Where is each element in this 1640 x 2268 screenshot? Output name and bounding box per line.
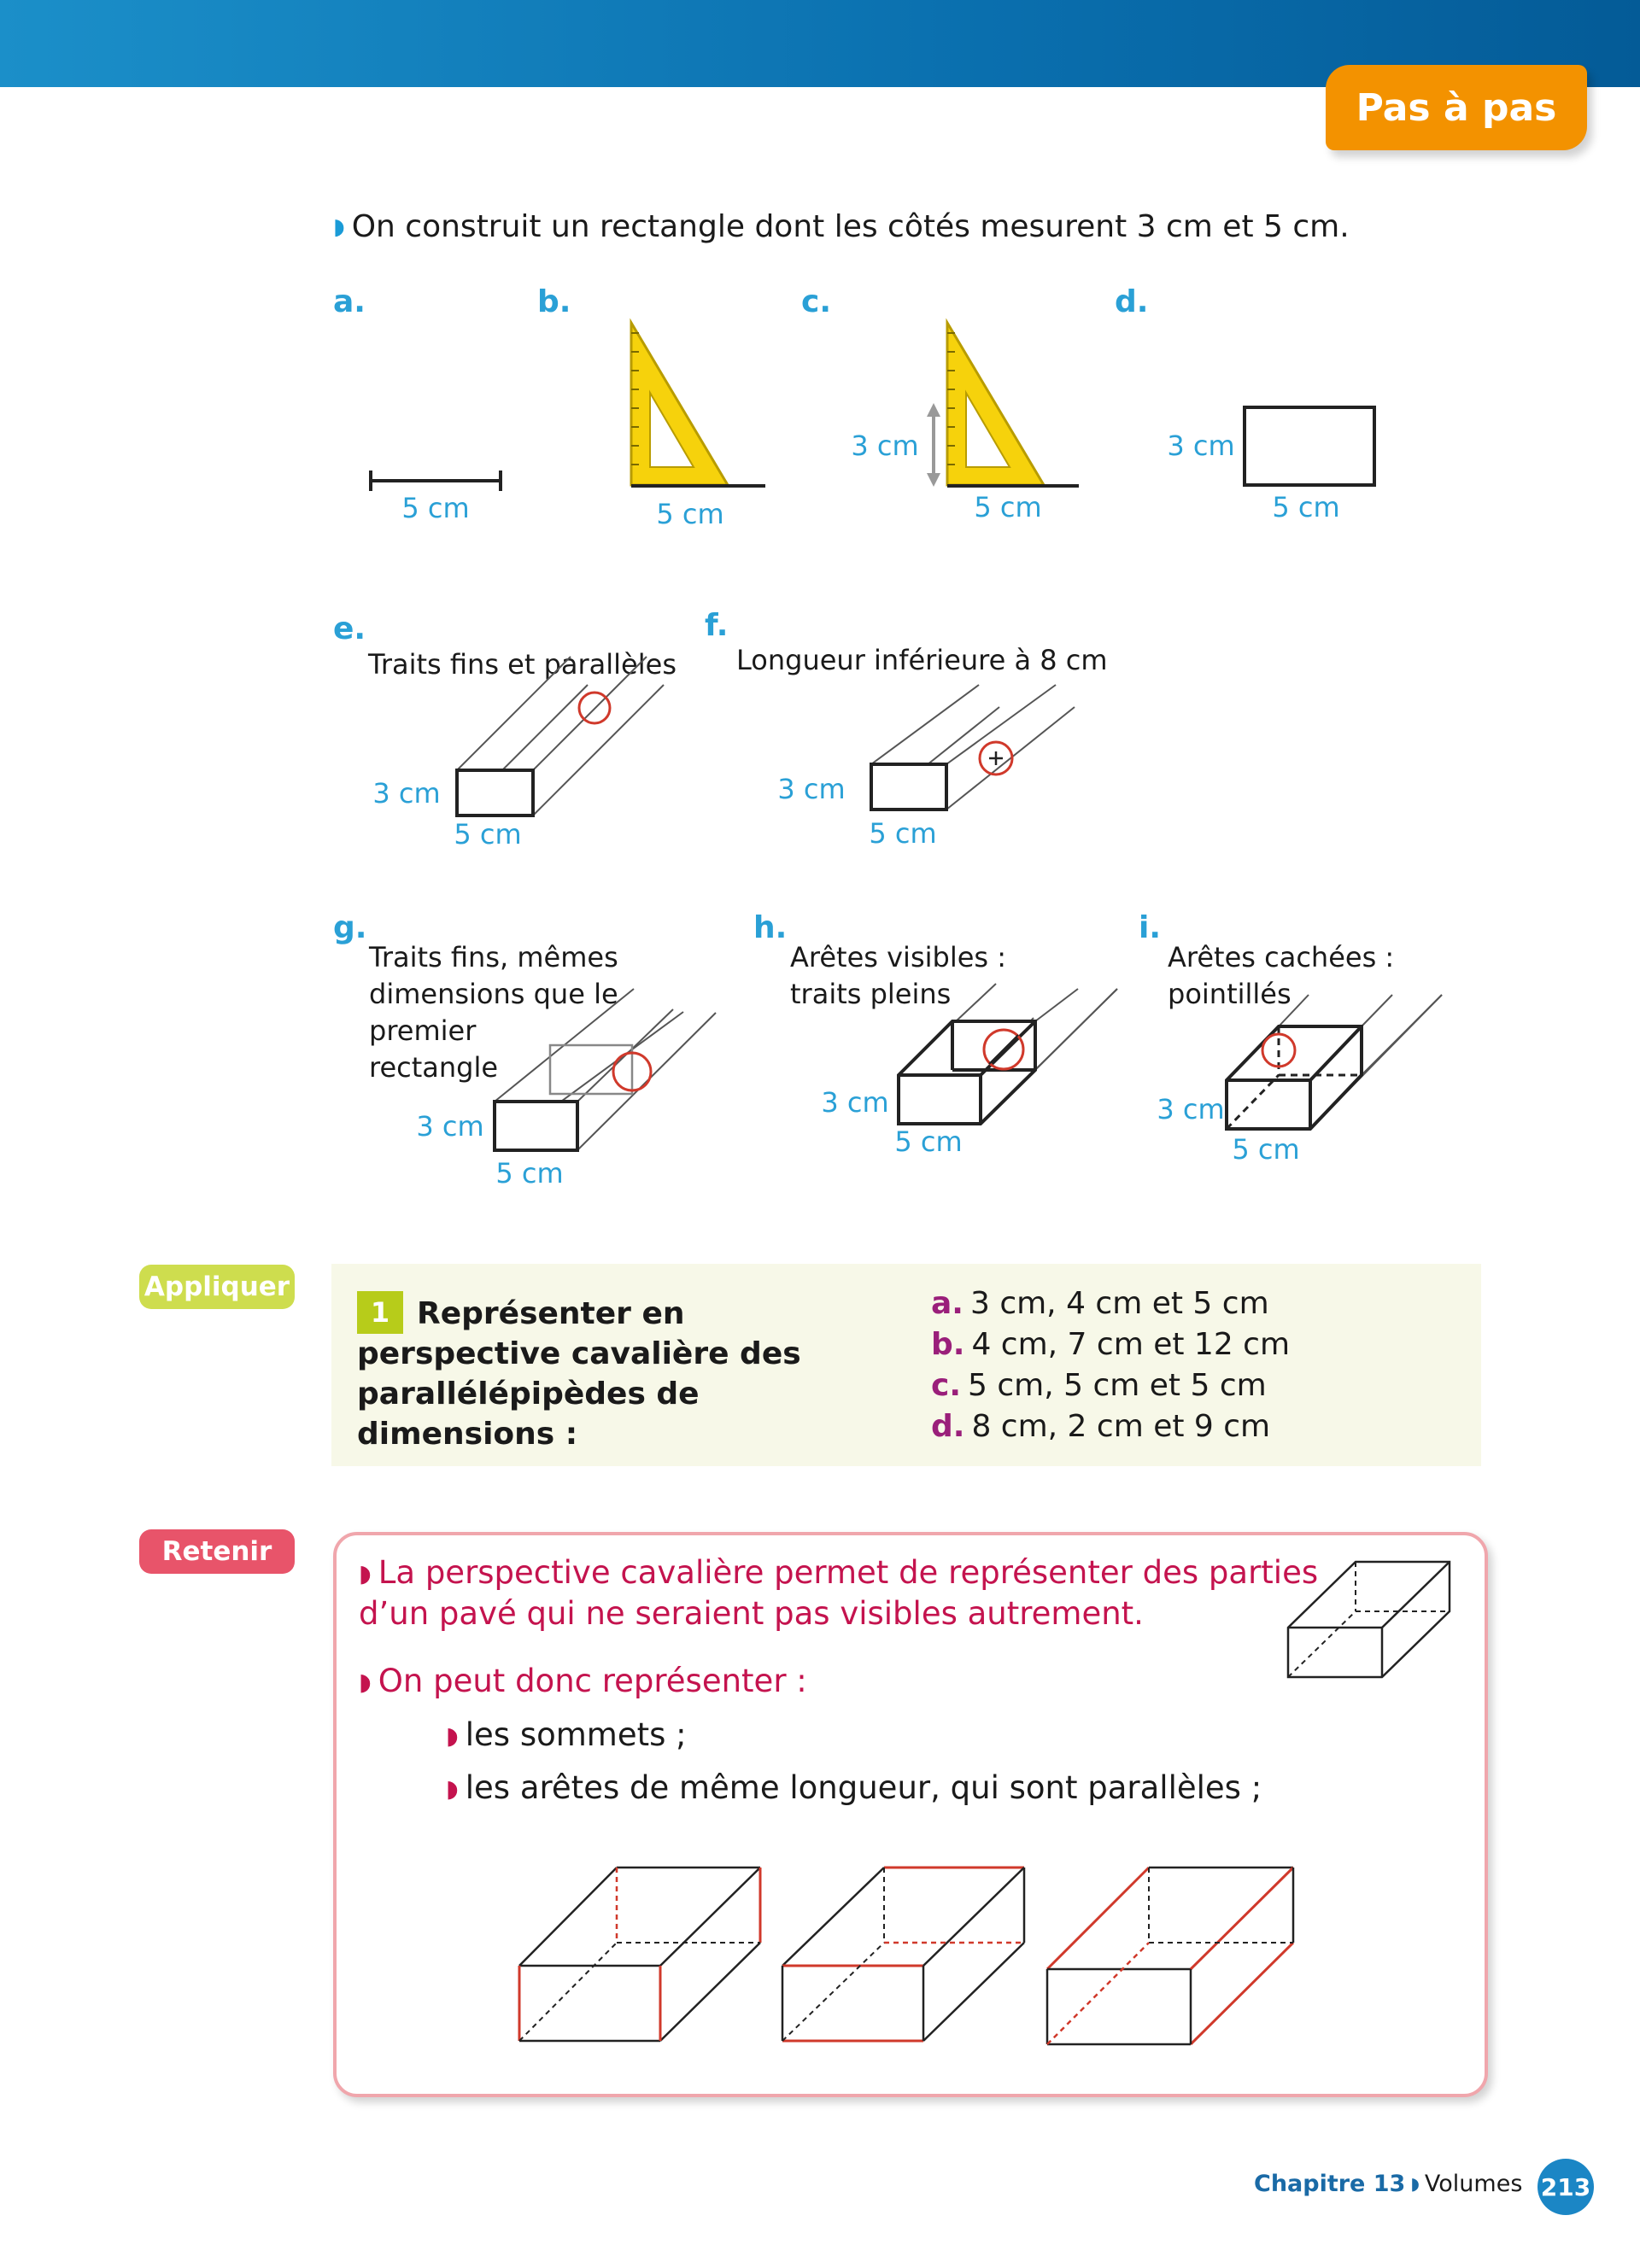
step-c-label: c. xyxy=(801,284,832,319)
step-d-label: d. xyxy=(1115,284,1149,319)
apply-tag: Appliquer xyxy=(139,1265,295,1309)
dim-label: 5 cm xyxy=(656,498,724,530)
bullet-icon: ◗ xyxy=(359,1559,372,1587)
step-e-caption: Traits fins et parallèles xyxy=(368,648,676,681)
bullet-icon: ◗ xyxy=(446,1774,459,1803)
retain-point-2: ◗ On peut donc représenter : xyxy=(359,1663,807,1699)
bullet-icon: ◗ xyxy=(446,1721,459,1750)
dim-label: 3 cm xyxy=(851,430,919,462)
dim-label: 5 cm xyxy=(974,491,1042,523)
retain-tag: Retenir xyxy=(139,1529,295,1574)
dim-label: 5 cm xyxy=(869,817,937,850)
step-e-label: e. xyxy=(333,611,366,646)
exercise-statement: Représenter en perspective cavalière des parallélépipèdes de dimensions : xyxy=(357,1296,801,1452)
retain-point-1: ◗ La perspective cavalière permet de représenter des parties d’un pavé qui ne seraient pas visibles autrement. xyxy=(359,1554,1319,1632)
footer-chapter: Chapitre 13 ◗ Volumes xyxy=(1254,2171,1523,2197)
step-b-label: b. xyxy=(537,284,571,319)
bullet-icon: ◗ xyxy=(359,1668,372,1696)
option-item: d. 8 cm, 2 cm et 9 cm xyxy=(931,1409,1271,1444)
cuboid-length-edges xyxy=(782,1868,1024,2041)
section-badge: Pas à pas xyxy=(1326,65,1587,150)
step-g-label: g. xyxy=(333,910,367,945)
option-item: a. 3 cm, 4 cm et 5 cm xyxy=(931,1286,1269,1321)
dim-label: 5 cm xyxy=(1232,1133,1300,1166)
step-i-caption: Arêtes cachées : pointillés xyxy=(1168,941,1395,1010)
step-f-caption: Longueur inférieure à 8 cm xyxy=(736,644,1108,676)
step-a-label: a. xyxy=(333,284,366,319)
option-item: c. 5 cm, 5 cm et 5 cm xyxy=(931,1368,1267,1403)
intro-text: On construit un rectangle dont les côtés mesurent 3 cm et 5 cm. xyxy=(351,209,1350,244)
exercise-number: 1 xyxy=(357,1291,403,1334)
cuboid-depth-edges xyxy=(1047,1868,1293,2044)
dim-label: 3 cm xyxy=(1167,430,1235,462)
dim-label: 5 cm xyxy=(1272,491,1340,523)
dim-label: 5 cm xyxy=(401,492,470,524)
page-number: 213 xyxy=(1538,2159,1594,2215)
retain-sub-1: ◗ les sommets ; xyxy=(446,1716,687,1753)
cuboid-small xyxy=(1288,1562,1450,1677)
dim-label: 3 cm xyxy=(777,773,846,805)
dim-label: 5 cm xyxy=(495,1157,564,1190)
dim-label: 3 cm xyxy=(1157,1093,1225,1125)
retain-sub-2: ◗ les arêtes de même longueur, qui sont parallèles ; xyxy=(446,1769,1262,1806)
dim-label: 3 cm xyxy=(416,1110,484,1143)
dim-label: 3 cm xyxy=(372,777,441,810)
bullet-icon: ◗ xyxy=(333,214,345,240)
step-f-label: f. xyxy=(705,608,729,643)
dim-label: 5 cm xyxy=(454,818,522,850)
step-h-label: h. xyxy=(753,910,788,945)
step-g-caption: Traits fins, mêmes dimensions que le premier rectangle xyxy=(369,941,618,1084)
step-i-label: i. xyxy=(1139,910,1162,945)
step-h-caption: Arêtes visibles : traits pleins xyxy=(790,941,1007,1010)
dim-label: 5 cm xyxy=(894,1125,963,1158)
chevron-right-icon: ◗ xyxy=(1410,2173,1420,2194)
cuboid-vertical-edges xyxy=(519,1868,760,2041)
option-item: b. 4 cm, 7 cm et 12 cm xyxy=(931,1327,1291,1362)
dim-label: 3 cm xyxy=(821,1086,889,1119)
